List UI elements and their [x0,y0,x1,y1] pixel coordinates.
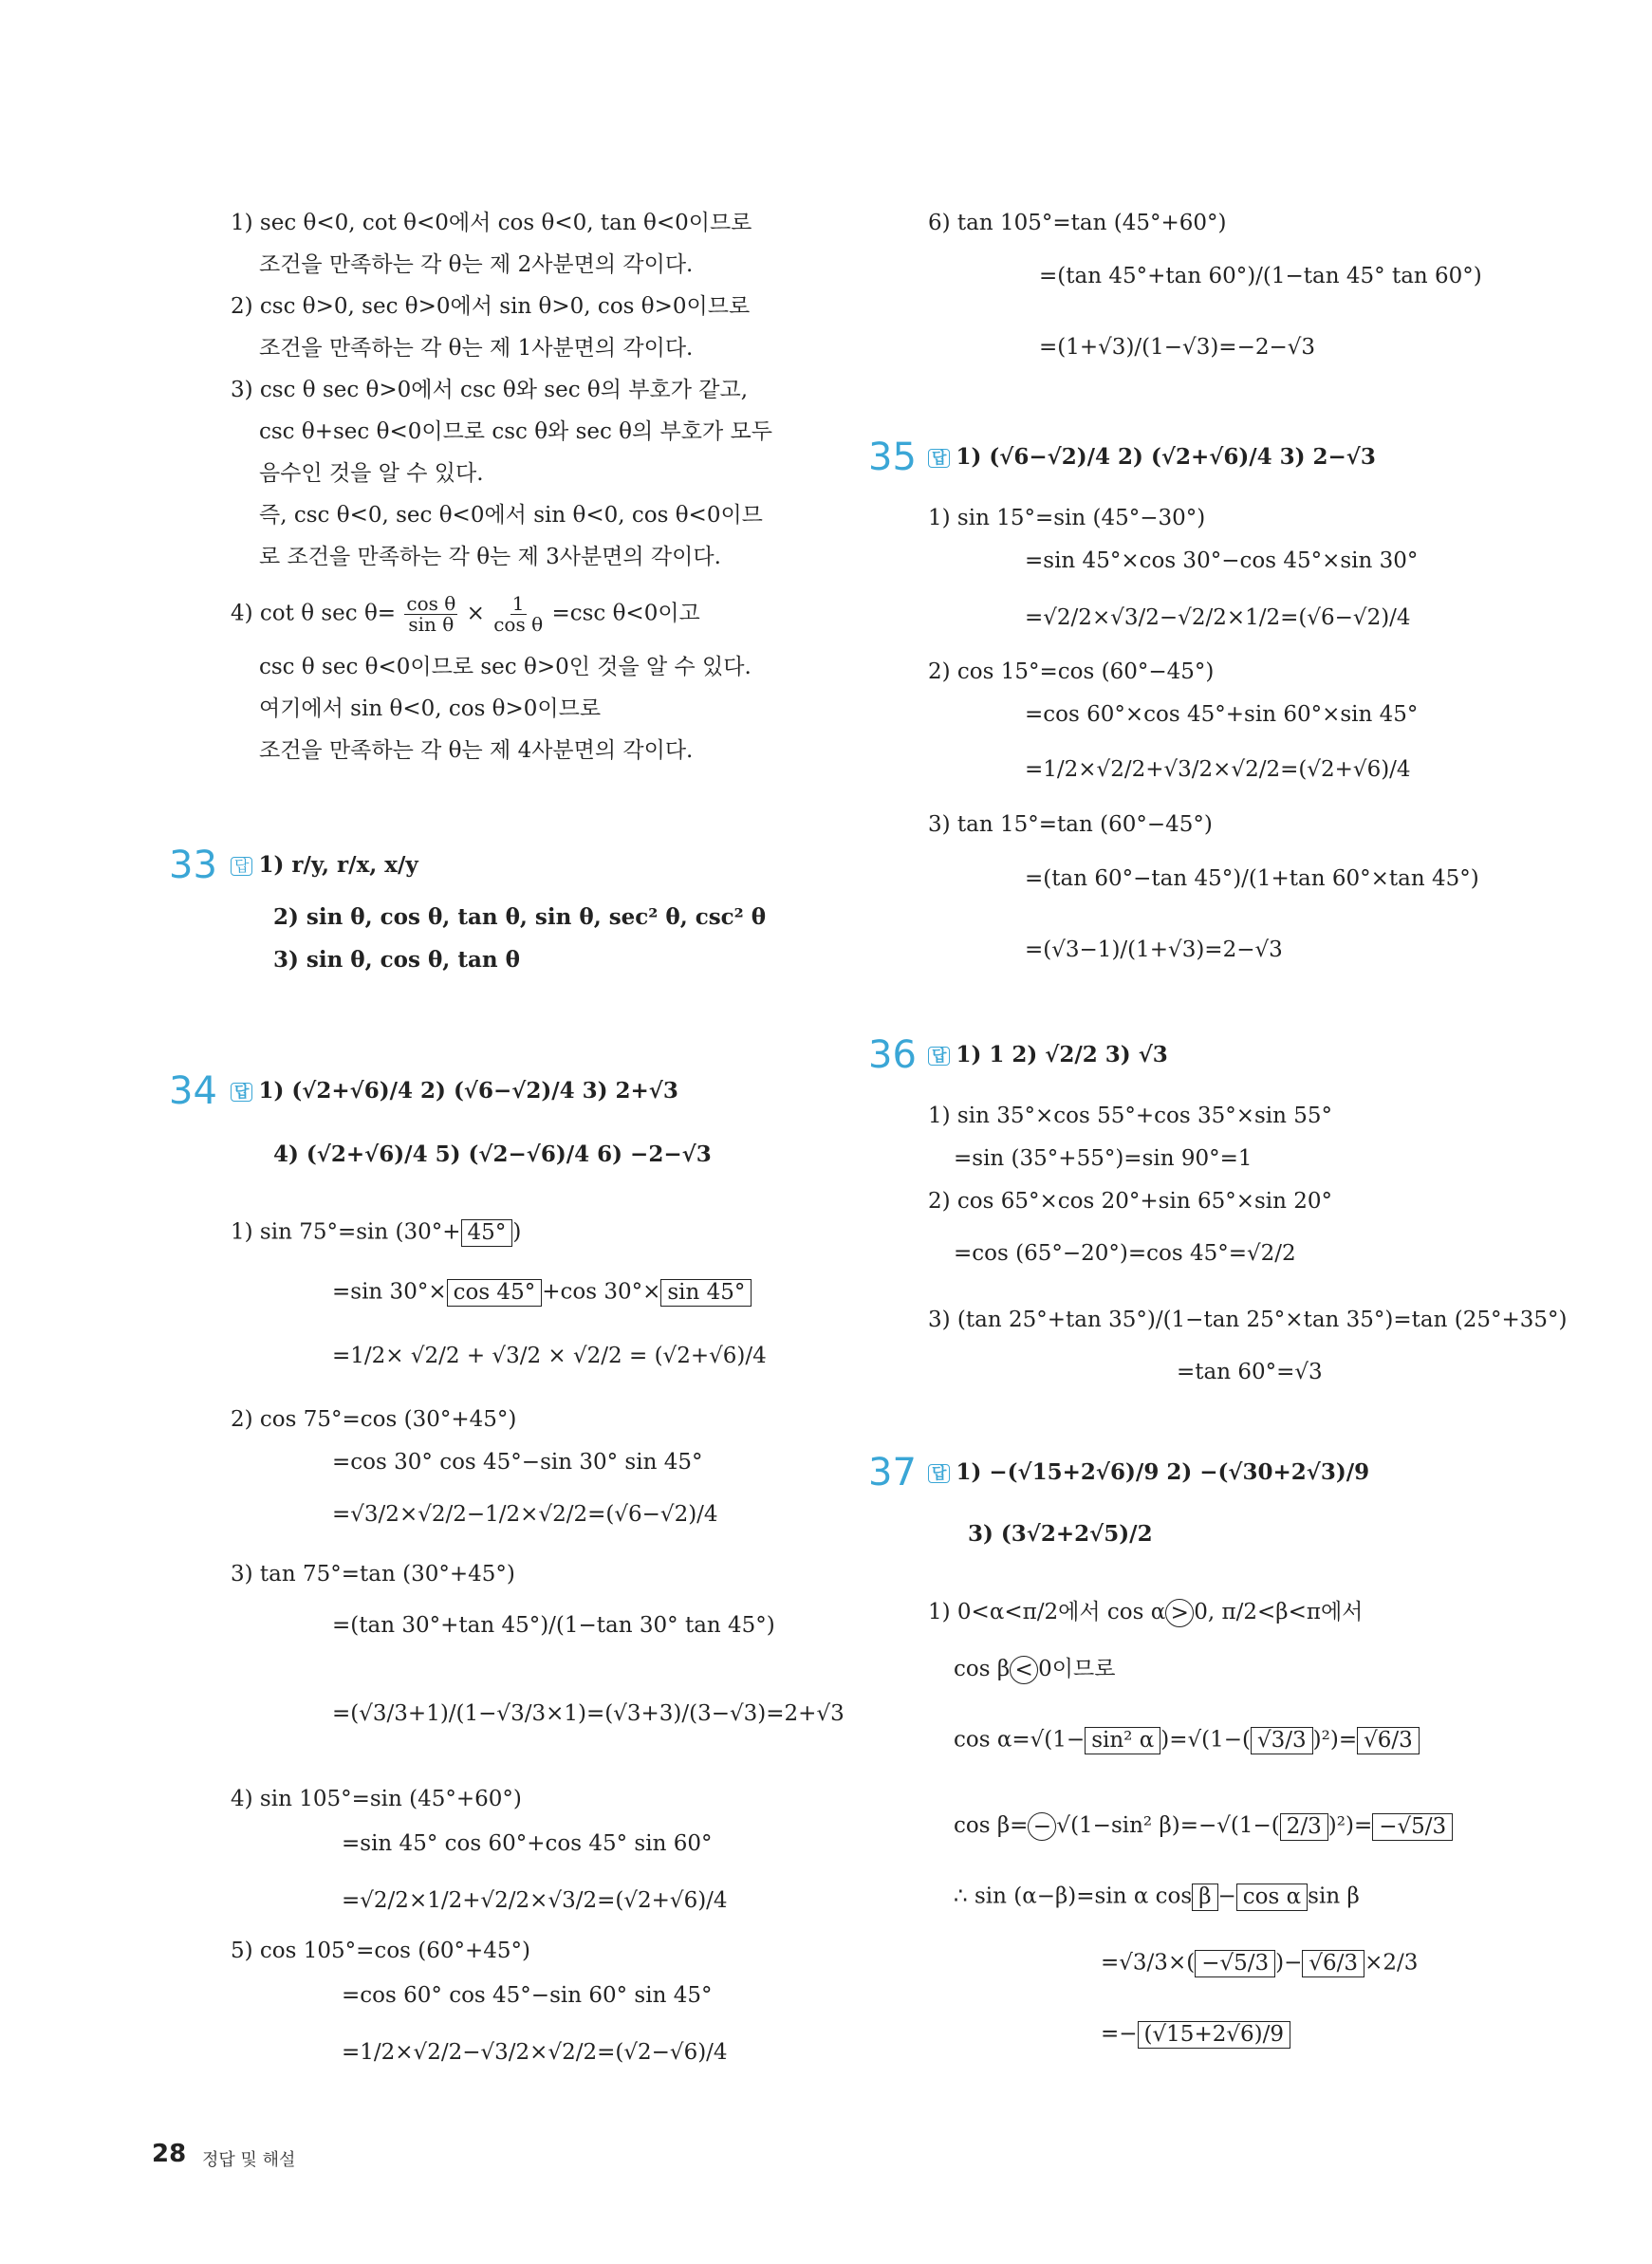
text: 0이므로 [1038,1657,1116,1681]
q34-s3b: =(tan 30°+tan 45°)/(1−tan 30° tan 45°) [332,1613,775,1638]
q34-s6a: 6) tan 105°=tan (45°+60°) [928,211,1227,235]
q36-s1b: =sin (35°+55°)=sin 90°=1 [954,1146,1253,1171]
q33-answer [231,854,418,877]
q34-s6c: =(1+√3)/(1−√3)=−2−√3 [1039,335,1316,360]
text: sin β [1308,1884,1360,1909]
denominator: cos θ [493,613,544,636]
text: cos α=√(1− [954,1727,1086,1753]
q35-ans [928,446,1376,468]
q32-line: 로 조건을 만족하는 각 θ는 제 3사분면의 각이다. [259,545,721,569]
text: )²)= [1327,1813,1373,1838]
q37-s1a [928,1599,1363,1627]
q34-s4a: 4) sin 105°=sin (45°+60°) [231,1787,522,1811]
q37-ans1 [928,1461,1369,1483]
q34-ans2: 4) (√2+√6)/4 5) (√2−√6)/4 6) −2−√3 [273,1141,712,1167]
answer-tag: 답 [231,857,252,876]
numerator: cos θ [406,592,456,615]
answer-box: √6/3 [1357,1727,1420,1754]
footer-title: 정답 및 해설 [202,2150,296,2170]
answer-tag: 답 [928,1047,950,1066]
q36-ans [928,1044,1168,1066]
q34-s6b: =(tan 45°+tan 60°)/(1−tan 45° tan 60°) [1039,264,1482,288]
answer-circle: − [1028,1812,1056,1841]
q36-s3b: =tan 60°=√3 [1177,1360,1323,1384]
text: − [1217,1884,1236,1909]
text: ) [512,1219,522,1245]
q35-s2a: 2) cos 15°=cos (60°−45°) [928,659,1215,684]
text: =csc θ<0이고 [551,601,700,626]
q32-line: 음수인 것을 알 수 있다. [259,461,484,486]
q34-s3a: 3) tan 75°=tan (30°+45°) [231,1562,515,1587]
q34-s4b: =sin 45° cos 60°+cos 45° sin 60° [342,1831,713,1856]
answer-box: √3/3 [1251,1727,1313,1754]
q35-s3b: =(tan 60°−tan 45°)/(1+tan 60°×tan 45°) [1025,866,1479,891]
answer-box: sin² α [1085,1727,1160,1754]
text: )− [1275,1950,1303,1976]
q34-s5a: 5) cos 105°=cos (60°+45°) [231,1939,531,1963]
q34-answers-row1: 1) (√2+√6)/4 2) (√6−√2)/4 3) 2+√3 [258,1078,678,1104]
q32-line: 여기에서 sin θ<0, cos θ>0이므로 [259,696,602,721]
text: cos β= [954,1813,1029,1838]
q37-ans2: 3) (3√2+2√5)/2 [968,1521,1153,1547]
text: )²)= [1312,1727,1358,1753]
q37-number: 37 [868,1451,917,1494]
text: 1) 0<α<π/2에서 cos α [928,1600,1166,1624]
q32-line: 조건을 만족하는 각 θ는 제 1사분면의 각이다. [259,336,694,361]
denominator: sin θ [408,613,455,636]
q32-line: csc θ+sec θ<0이므로 csc θ와 sec θ의 부호가 모두 [259,419,772,444]
q35-s3a: 3) tan 15°=tan (60°−45°) [928,812,1213,837]
q34-s1a [231,1219,521,1247]
q32-line: 조건을 만족하는 각 θ는 제 2사분면의 각이다. [259,252,694,277]
q34-s2b: =cos 30° cos 45°−sin 30° sin 45° [332,1450,703,1475]
answer-box: −√5/3 [1372,1813,1453,1841]
q35-answers: 1) (√6−√2)/4 2) (√2+√6)/4 3) 2−√3 [956,444,1376,470]
q35-s2c: =1/2×√2/2+√3/2×√2/2=(√2+√6)/4 [1025,757,1411,782]
q35-s1b: =sin 45°×cos 30°−cos 45°×sin 30° [1025,548,1419,573]
q37-s1n [1101,1950,1418,1977]
q35-s1c: =√2/2×√3/2−√2/2×1/2=(√6−√2)/4 [1025,605,1411,630]
q32-line: 1) sec θ<0, cot θ<0에서 cos θ<0, tan θ<0이므로 [231,211,752,235]
answer-tag: 답 [928,1464,950,1483]
q36-s2a: 2) cos 65°×cos 20°+sin 65°×sin 20° [928,1189,1333,1214]
text: )=√(1−( [1160,1727,1251,1753]
q32-line: 3) csc θ sec θ>0에서 csc θ와 sec θ의 부호가 같고, [231,378,749,402]
q34-s2c: =√3/2×√2/2−1/2×√2/2=(√6−√2)/4 [332,1502,718,1527]
q34-s3c: =(√3/3+1)/(1−√3/3×1)=(√3+3)/(3−√3)=2+√3 [332,1701,845,1726]
text: =− [1101,2021,1138,2047]
q33-a3: 3) sin θ, cos θ, tan θ [273,947,520,973]
q34-s1e: =1/2× √2/2 + √3/2 × √2/2 = (√2+√6)/4 [332,1344,767,1368]
q34-ans1 [231,1080,678,1102]
text: =sin 30°× [332,1279,447,1305]
q33-a2: 2) sin θ, cos θ, tan θ, sin θ, sec² θ, csc² θ [273,904,767,930]
answer-tag: 답 [928,449,950,468]
text: cos β [954,1657,1011,1681]
q32-line: 조건을 만족하는 각 θ는 제 4사분면의 각이다. [259,738,694,763]
q36-s3a: 3) (tan 25°+tan 35°)/(1−tan 25°×tan 35°)=tan (25°+35°) [928,1308,1568,1332]
q35-s1a: 1) sin 15°=sin (45°−30°) [928,506,1206,530]
q32-line: 2) csc θ>0, sec θ>0에서 sin θ>0, cos θ>0이므로 [231,294,751,319]
text: √(1−sin² β)=−√(1−( [1056,1813,1280,1838]
q34-s5b: =cos 60° cos 45°−sin 60° sin 45° [342,1983,713,2008]
text: 4) cot θ sec θ= [231,601,397,626]
q32-line-fraction [231,594,700,635]
fraction [404,594,457,635]
q36-answers: 1) 1 2) √2/2 3) √3 [956,1042,1168,1067]
answer-box: sin 45° [660,1279,752,1307]
answer-box: cos α [1236,1884,1308,1911]
q37-s1q [1101,2021,1290,2049]
q32-line: 즉, csc θ<0, sec θ<0에서 sin θ<0, cos θ<0이므 [259,503,763,528]
answer-circle: > [1165,1599,1194,1627]
answer-box: (√15+2√6)/9 [1138,2021,1290,2049]
text: ∴ sin (α−β)=sin α cos [954,1884,1193,1909]
fraction [493,594,543,635]
q35-s3c: =(√3−1)/(1+√3)=2−√3 [1025,937,1283,962]
q33-a1: 1) r/y, r/x, x/y [258,852,418,878]
text: =√3/3×( [1101,1950,1196,1976]
answer-box: cos 45° [447,1279,543,1307]
page-number: 28 [152,2140,187,2168]
text: +cos 30°× [542,1279,661,1305]
q34-s4c: =√2/2×1/2+√2/2×√3/2=(√2+√6)/4 [342,1888,728,1913]
q34-s2a: 2) cos 75°=cos (30°+45°) [231,1407,517,1432]
text: × [466,601,485,626]
q32-line: csc θ sec θ<0이므로 sec θ>0인 것을 알 수 있다. [259,655,752,679]
text: 1) sin 75°=sin (30°+ [231,1219,461,1245]
q35-number: 35 [868,436,917,479]
q34-s5c: =1/2×√2/2−√3/2×√2/2=(√2−√6)/4 [342,2040,728,2065]
answer-circle: < [1010,1656,1038,1684]
q37-s1k [954,1884,1360,1911]
q36-s1a: 1) sin 35°×cos 55°+cos 35°×sin 55° [928,1104,1333,1128]
answer-box: 45° [461,1219,513,1247]
text: 0, π/2<β<π에서 [1194,1600,1364,1624]
q34-number: 34 [169,1069,217,1113]
answer-tag: 답 [231,1083,252,1102]
q37-s1e [954,1727,1420,1754]
q37-s1h [954,1812,1453,1841]
answer-box: √6/3 [1302,1950,1364,1977]
q36-number: 36 [868,1033,917,1077]
answer-box: 2/3 [1280,1813,1328,1841]
text: ×2/3 [1364,1950,1419,1976]
q36-s2b: =cos (65°−20°)=cos 45°=√2/2 [954,1241,1296,1266]
q37-s1c [954,1656,1115,1684]
q34-s1c [332,1279,752,1307]
numerator: 1 [511,592,525,615]
q33-number: 33 [169,844,217,887]
answer-box: β [1192,1884,1217,1911]
q37-answers-row1: 1) −(√15+2√6)/9 2) −(√30+2√3)/9 [956,1459,1370,1485]
answer-box: −√5/3 [1195,1950,1275,1977]
q35-s2b: =cos 60°×cos 45°+sin 60°×sin 45° [1025,702,1419,727]
